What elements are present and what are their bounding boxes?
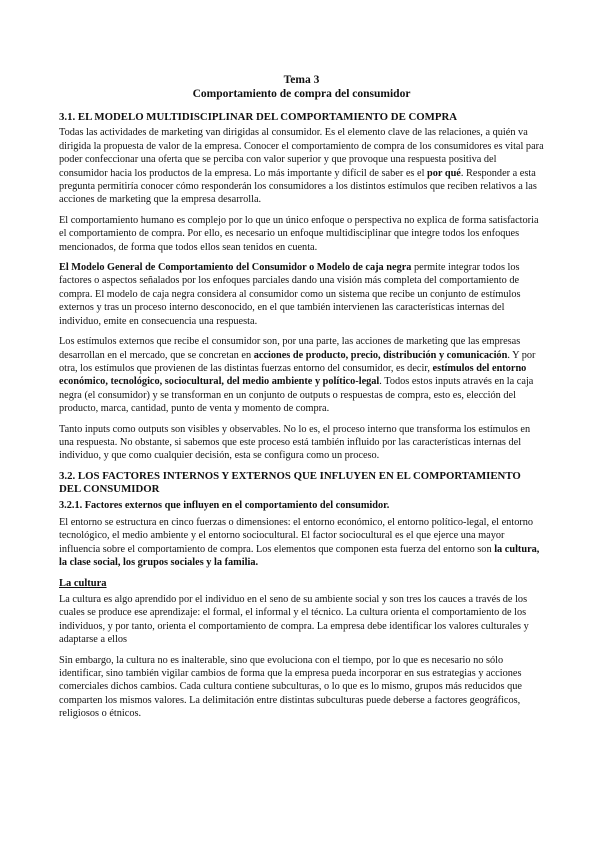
stimuli-marketing-actions: acciones de producto, precio, distribución y comunicación (253, 349, 508, 361)
paragraph-subcultures: Sin embargo, la cultura no es inalterable, sino que evoluciona con el tiempo, por lo que es necesario no sólo identificar, sino también vigilar cambios de forma que la empresa pueda incorporar en sus estrategias y acciones comerciales dichos cambios. Cada cultura contiene subculturas, o lo que es lo mismo, grupos más reducidos que comparten los mismos valores. La delimitación entre distintas subculturas puede deberse a factores geográficos, religiosos o étnicos. (59, 654, 522, 720)
stimuli-text-e: . Todos estos inputs através en la caja negra (el consumidor) y se transforman en un conjunto de outputs o respuestas de compra, esto es, elección del producto, marca, cantidad, punto de venta y momento de compra. (59, 376, 534, 415)
section-heading-3-2: 3.2. LOS FACTORES INTERNOS Y EXTERNOS QUE INFLUYEN EN EL COMPORTAMIENTO DEL CONSUMIDOR (59, 469, 521, 496)
document-page (59, 73, 544, 728)
black-box-model-text: permite integrar todos los factores o aspectos señalados por los enfoques parciales dando una visión más completa del comportamiento de compra. El modelo de caja negra considera al consumidor como un sistema que recibe un conjunto de estímulos externos y tras un proceso interno desconocido, en el que también intervienen las características internas del individuo, emite en consecuencia una respuesta. (59, 262, 521, 327)
black-box-model-term: El Modelo General de Comportamiento del Consumidor o Modelo de caja negra (59, 262, 412, 274)
stimuli-text-c: . Y por otra, los estímulos que provienen de las distintas fuerzas entorno del consumidor, es decir, (59, 349, 536, 374)
document-title: Tema 3 (283, 74, 320, 86)
paragraph-inputs-outputs: Tanto inputs como outputs son visibles y observables. No lo es, el proceso interno que transforma los estímulos en una respuesta. No obstante, si sabemos que este proceso está también influido por las características internas del individuo, y que como cualquier decisión, esta se configura como un proceso. (59, 423, 531, 462)
paragraph-environment (59, 516, 544, 570)
paragraph-intro-emphasis: por qué (427, 167, 461, 179)
paragraph-intro-text-c: . Responder a esta pregunta permitiría conocer cómo responderán los consumidores a los distintos estímulos que reciben relativos a las acciones de marketing que la empresa desarrolla. (59, 167, 537, 206)
paragraph-intro-text-a: Todas las actividades de marketing van dirigidas al consumidor. Es el elemento clave de las relaciones, a quién va dirigida la propuesta de valor de la empresa. Conocer el comportamiento de compra de los consumidores es vital para poder confeccionar una oferta que se perciba con valor superior y que provoque una respuesta positiva del consumidor hacia los productos de la empresa. Lo más importante y difícil de saber es el (59, 127, 544, 179)
paragraph-complexity: El comportamiento humano es complejo por lo que un único enfoque o perspectiva no explica de forma satisfactoria el comportamiento de compra. Por ello, es necesario un enfoque multidisciplinar que integre todos los enfoques mencionados, de forma que todos ellos sean tenidos en cuenta. (59, 214, 539, 253)
paragraph-culture: La cultura es algo aprendido por el individuo en el seno de su ambiente social y son tres los cauces a través de los cuales se produce ese aprendizaje: el formal, el informal y el técnico. La cultura orienta el comportamiento de los individuos, y por tanto, orienta el comportamiento de compra. La empresa debe identificar los valores culturales y adaptarse a ellos (59, 594, 529, 646)
environment-text-a: El entorno se estructura en cinco fuerzas o dimensiones: el entorno económico, el entorno político-legal, el entorno tecnológico, el medio ambiente y el entorno sociocultural. El factor sociocultural es el que ejerce una mayor influencia sobre el comportamiento de compra. Los elementos que componen esta fuerza del entorno son (59, 516, 534, 555)
document-subtitle: Comportamiento de compra del consumidor (192, 88, 411, 100)
section-heading-3-1: 3.1. EL MODELO MULTIDISCIPLINAR DEL COMPORTAMIENTO DE COMPRA (59, 111, 458, 123)
stimuli-text-a: Los estímulos externos que recibe el consumidor son, por una parte, las acciones de marketing que las empresas desarrollan en el mercado, que se concretan en (59, 336, 521, 361)
paragraph-stimuli (59, 335, 544, 415)
environment-elements: la cultura, la clase social, los grupos sociales y la familia. (59, 543, 540, 569)
paragraph-intro (59, 126, 544, 206)
stimuli-environment: estímulos del entorno económico, tecnológico, sociocultural, del medio ambiente y político-legal (59, 362, 527, 388)
paragraph-black-box-model (59, 261, 544, 328)
subsection-heading-3-2-1: 3.2.1. Factores externos que influyen en el comportamiento del consumidor. (59, 499, 390, 511)
cultura-heading: La cultura (59, 577, 107, 589)
